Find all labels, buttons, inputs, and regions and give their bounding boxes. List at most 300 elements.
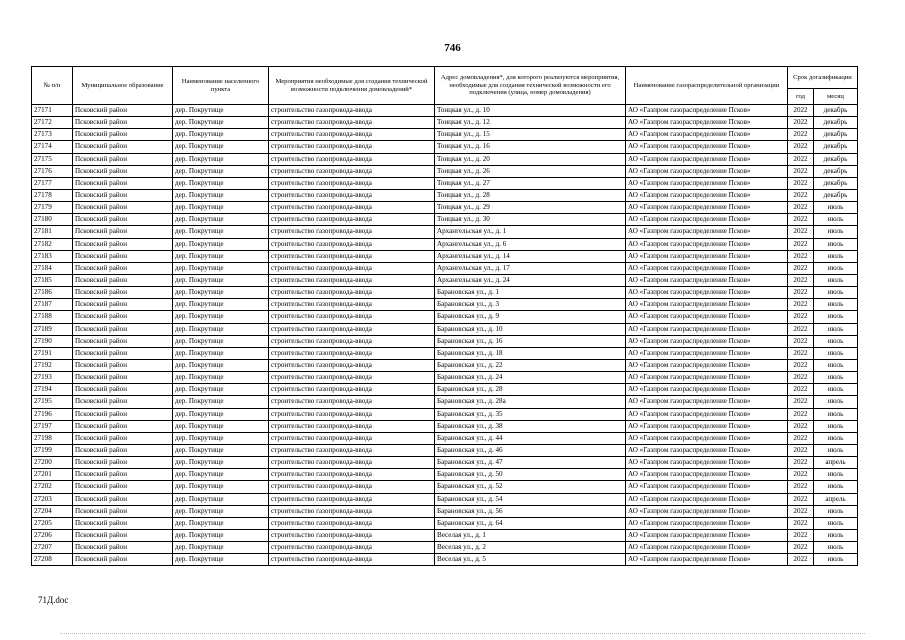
row-organization: АО «Газпром газораспределение Псков»	[626, 359, 788, 371]
row-address: Тоицкая ул., д. 10	[435, 105, 626, 117]
row-year: 2022	[788, 117, 814, 129]
header-month: месяц	[814, 89, 858, 105]
row-number: 27208	[32, 554, 73, 566]
row-measure: строительство газопровода-ввода	[269, 214, 435, 226]
row-year: 2022	[788, 372, 814, 384]
row-number: 27189	[32, 323, 73, 335]
row-number: 27181	[32, 226, 73, 238]
row-municipality: Псковский район	[73, 408, 173, 420]
row-municipality: Псковский район	[73, 347, 173, 359]
table-row	[32, 384, 858, 396]
table-row	[32, 177, 858, 189]
row-address: Архангельская ул., д. 6	[435, 238, 626, 250]
row-month: июль	[814, 250, 858, 262]
row-month: июль	[814, 299, 858, 311]
row-address: Барановская ул., д. 50	[435, 469, 626, 481]
row-municipality: Псковский район	[73, 189, 173, 201]
row-address: Барановская ул., д. 47	[435, 457, 626, 469]
row-organization: АО «Газпром газораспределение Псков»	[626, 542, 788, 554]
row-measure: строительство газопровода-ввода	[269, 250, 435, 262]
row-settlement: дер. Покрутище	[173, 457, 269, 469]
header-num: № п/п	[32, 67, 73, 105]
row-address: Барановская ул., д. 38	[435, 420, 626, 432]
row-month: июль	[814, 432, 858, 444]
row-municipality: Псковский район	[73, 311, 173, 323]
row-month: июль	[814, 396, 858, 408]
row-year: 2022	[788, 323, 814, 335]
row-year: 2022	[788, 432, 814, 444]
row-settlement: дер. Покрутище	[173, 274, 269, 286]
row-settlement: дер. Покрутище	[173, 226, 269, 238]
table-row	[32, 226, 858, 238]
row-settlement: дер. Покрутище	[173, 117, 269, 129]
row-settlement: дер. Покрутище	[173, 129, 269, 141]
row-measure: строительство газопровода-ввода	[269, 177, 435, 189]
row-number: 27202	[32, 481, 73, 493]
row-month: декабрь	[814, 189, 858, 201]
row-municipality: Псковский район	[73, 505, 173, 517]
row-municipality: Псковский район	[73, 238, 173, 250]
row-organization: АО «Газпром газораспределение Псков»	[626, 177, 788, 189]
table-row	[32, 117, 858, 129]
row-municipality: Псковский район	[73, 384, 173, 396]
row-address: Тоицкая ул., д. 16	[435, 141, 626, 153]
row-settlement: дер. Покрутище	[173, 444, 269, 456]
row-number: 27196	[32, 408, 73, 420]
row-municipality: Псковский район	[73, 165, 173, 177]
row-year: 2022	[788, 420, 814, 432]
row-municipality: Псковский район	[73, 481, 173, 493]
row-address: Барановская ул., д. 64	[435, 517, 626, 529]
row-address: Тоицкая ул., д. 27	[435, 177, 626, 189]
table-row	[32, 542, 858, 554]
row-month: декабрь	[814, 153, 858, 165]
row-month: июль	[814, 287, 858, 299]
row-settlement: дер. Покрутище	[173, 335, 269, 347]
row-month: июль	[814, 214, 858, 226]
row-settlement: дер. Покрутище	[173, 311, 269, 323]
row-settlement: дер. Покрутище	[173, 250, 269, 262]
row-year: 2022	[788, 335, 814, 347]
row-year: 2022	[788, 262, 814, 274]
row-organization: АО «Газпром газораспределение Псков»	[626, 396, 788, 408]
row-year: 2022	[788, 189, 814, 201]
table-row	[32, 529, 858, 541]
document-filename: 71Д.doc	[38, 595, 69, 605]
row-measure: строительство газопровода-ввода	[269, 202, 435, 214]
row-month: июль	[814, 335, 858, 347]
row-settlement: дер. Покрутище	[173, 262, 269, 274]
table-row	[32, 444, 858, 456]
row-address: Тоицкая ул., д. 28	[435, 189, 626, 201]
row-measure: строительство газопровода-ввода	[269, 105, 435, 117]
row-measure: строительство газопровода-ввода	[269, 493, 435, 505]
row-organization: АО «Газпром газораспределение Псков»	[626, 408, 788, 420]
row-number: 27184	[32, 262, 73, 274]
row-municipality: Псковский район	[73, 493, 173, 505]
row-organization: АО «Газпром газораспределение Псков»	[626, 420, 788, 432]
row-measure: строительство газопровода-ввода	[269, 542, 435, 554]
row-measure: строительство газопровода-ввода	[269, 505, 435, 517]
row-municipality: Псковский район	[73, 105, 173, 117]
row-number: 27187	[32, 299, 73, 311]
row-year: 2022	[788, 105, 814, 117]
row-measure: строительство газопровода-ввода	[269, 274, 435, 286]
row-address: Архангельская ул., д. 14	[435, 250, 626, 262]
row-organization: АО «Газпром газораспределение Псков»	[626, 141, 788, 153]
row-organization: АО «Газпром газораспределение Псков»	[626, 529, 788, 541]
row-organization: АО «Газпром газораспределение Псков»	[626, 299, 788, 311]
row-address: Тоицкая ул., д. 30	[435, 214, 626, 226]
row-address: Барановская ул., д. 44	[435, 432, 626, 444]
table-row	[32, 274, 858, 286]
row-measure: строительство газопровода-ввода	[269, 432, 435, 444]
row-organization: АО «Газпром газораспределение Псков»	[626, 189, 788, 201]
row-settlement: дер. Покрутище	[173, 517, 269, 529]
row-municipality: Псковский район	[73, 457, 173, 469]
row-year: 2022	[788, 457, 814, 469]
row-measure: строительство газопровода-ввода	[269, 323, 435, 335]
row-month: декабрь	[814, 141, 858, 153]
row-municipality: Псковский район	[73, 323, 173, 335]
row-number: 27194	[32, 384, 73, 396]
row-settlement: дер. Покрутище	[173, 189, 269, 201]
row-year: 2022	[788, 311, 814, 323]
row-month: июль	[814, 262, 858, 274]
table-row	[32, 359, 858, 371]
row-number: 27180	[32, 214, 73, 226]
row-settlement: дер. Покрутище	[173, 202, 269, 214]
table-row	[32, 153, 858, 165]
row-measure: строительство газопровода-ввода	[269, 517, 435, 529]
row-month: июль	[814, 444, 858, 456]
row-number: 27200	[32, 457, 73, 469]
row-number: 27195	[32, 396, 73, 408]
row-organization: АО «Газпром газораспределение Псков»	[626, 311, 788, 323]
row-settlement: дер. Покрутище	[173, 287, 269, 299]
row-municipality: Псковский район	[73, 141, 173, 153]
row-municipality: Псковский район	[73, 359, 173, 371]
row-measure: строительство газопровода-ввода	[269, 153, 435, 165]
row-number: 27185	[32, 274, 73, 286]
row-year: 2022	[788, 299, 814, 311]
row-address: Тоицкая ул., д. 12	[435, 117, 626, 129]
table-row	[32, 250, 858, 262]
row-municipality: Псковский район	[73, 177, 173, 189]
row-address: Барановская ул., д. 56	[435, 505, 626, 517]
row-year: 2022	[788, 469, 814, 481]
row-month: декабрь	[814, 129, 858, 141]
row-month: июль	[814, 323, 858, 335]
row-address: Барановская ул., д. 46	[435, 444, 626, 456]
table-row	[32, 141, 858, 153]
row-month: декабрь	[814, 105, 858, 117]
table-row	[32, 347, 858, 359]
table-row	[32, 408, 858, 420]
row-organization: АО «Газпром газораспределение Псков»	[626, 505, 788, 517]
row-measure: строительство газопровода-ввода	[269, 311, 435, 323]
row-year: 2022	[788, 153, 814, 165]
row-month: декабрь	[814, 117, 858, 129]
row-month: апрель	[814, 493, 858, 505]
row-settlement: дер. Покрутище	[173, 165, 269, 177]
table-row	[32, 457, 858, 469]
row-month: июль	[814, 226, 858, 238]
row-month: декабрь	[814, 165, 858, 177]
row-municipality: Псковский район	[73, 129, 173, 141]
row-month: июль	[814, 517, 858, 529]
row-organization: АО «Газпром газораспределение Псков»	[626, 347, 788, 359]
row-year: 2022	[788, 493, 814, 505]
row-address: Тоицкая ул., д. 29	[435, 202, 626, 214]
row-organization: АО «Газпром газораспределение Псков»	[626, 238, 788, 250]
row-municipality: Псковский район	[73, 372, 173, 384]
row-year: 2022	[788, 505, 814, 517]
row-address: Тоицкая ул., д. 20	[435, 153, 626, 165]
table-row	[32, 505, 858, 517]
row-month: июль	[814, 408, 858, 420]
row-measure: строительство газопровода-ввода	[269, 444, 435, 456]
row-number: 27182	[32, 238, 73, 250]
header-measures: Мероприятия необходимые для создания технической возможности подключения домовладений*	[269, 67, 435, 105]
row-number: 27207	[32, 542, 73, 554]
row-municipality: Псковский район	[73, 432, 173, 444]
row-measure: строительство газопровода-ввода	[269, 408, 435, 420]
row-organization: АО «Газпром газораспределение Псков»	[626, 323, 788, 335]
row-month: декабрь	[814, 177, 858, 189]
table-row	[32, 214, 858, 226]
scan-edge-line	[60, 633, 865, 634]
row-settlement: дер. Покрутище	[173, 469, 269, 481]
table-row	[32, 165, 858, 177]
table-row	[32, 554, 858, 566]
row-municipality: Псковский район	[73, 529, 173, 541]
row-year: 2022	[788, 274, 814, 286]
row-measure: строительство газопровода-ввода	[269, 372, 435, 384]
row-number: 27204	[32, 505, 73, 517]
row-measure: строительство газопровода-ввода	[269, 469, 435, 481]
row-address: Барановская ул., д. 16	[435, 335, 626, 347]
row-month: июль	[814, 542, 858, 554]
row-settlement: дер. Покрутище	[173, 481, 269, 493]
table-row	[32, 238, 858, 250]
table-row	[32, 335, 858, 347]
row-number: 27199	[32, 444, 73, 456]
row-month: апрель	[814, 457, 858, 469]
row-municipality: Псковский район	[73, 287, 173, 299]
page-number: 746	[444, 42, 461, 54]
row-month: июль	[814, 384, 858, 396]
row-settlement: дер. Покрутище	[173, 323, 269, 335]
row-month: июль	[814, 420, 858, 432]
row-year: 2022	[788, 287, 814, 299]
row-address: Барановская ул., д. 28а	[435, 396, 626, 408]
row-number: 27192	[32, 359, 73, 371]
header-address: Адрес домовладения*, для которого реализуются мероприятия, необходимые для создания технической возможности его подключения (улица, номер домовладения)	[435, 67, 626, 105]
row-organization: АО «Газпром газораспределение Псков»	[626, 554, 788, 566]
row-month: июль	[814, 469, 858, 481]
row-measure: строительство газопровода-ввода	[269, 347, 435, 359]
row-number: 27203	[32, 493, 73, 505]
row-number: 27193	[32, 372, 73, 384]
table-row	[32, 493, 858, 505]
row-organization: АО «Газпром газораспределение Псков»	[626, 335, 788, 347]
row-measure: строительство газопровода-ввода	[269, 457, 435, 469]
row-measure: строительство газопровода-ввода	[269, 420, 435, 432]
row-month: июль	[814, 274, 858, 286]
row-address: Тоицкая ул., д. 26	[435, 165, 626, 177]
row-organization: АО «Газпром газораспределение Псков»	[626, 214, 788, 226]
row-month: июль	[814, 347, 858, 359]
row-number: 27198	[32, 432, 73, 444]
row-municipality: Псковский район	[73, 299, 173, 311]
row-year: 2022	[788, 359, 814, 371]
row-settlement: дер. Покрутище	[173, 396, 269, 408]
row-address: Веселая ул., д. 1	[435, 529, 626, 541]
row-address: Барановская ул., д. 35	[435, 408, 626, 420]
row-organization: АО «Газпром газораспределение Псков»	[626, 202, 788, 214]
row-settlement: дер. Покрутище	[173, 408, 269, 420]
header-year: год	[788, 89, 814, 105]
row-number: 27179	[32, 202, 73, 214]
table-row	[32, 372, 858, 384]
row-municipality: Псковский район	[73, 420, 173, 432]
row-number: 27206	[32, 529, 73, 541]
row-measure: строительство газопровода-ввода	[269, 141, 435, 153]
row-measure: строительство газопровода-ввода	[269, 396, 435, 408]
header-organization: Наименование газораспределительной организации	[626, 67, 788, 105]
row-measure: строительство газопровода-ввода	[269, 287, 435, 299]
row-settlement: дер. Покрутище	[173, 214, 269, 226]
row-address: Барановская ул., д. 3	[435, 299, 626, 311]
row-year: 2022	[788, 129, 814, 141]
row-year: 2022	[788, 384, 814, 396]
row-settlement: дер. Покрутище	[173, 153, 269, 165]
row-municipality: Псковский район	[73, 469, 173, 481]
table-row	[32, 481, 858, 493]
row-settlement: дер. Покрутище	[173, 299, 269, 311]
row-number: 27205	[32, 517, 73, 529]
row-settlement: дер. Покрутище	[173, 529, 269, 541]
row-month: июль	[814, 529, 858, 541]
row-number: 27174	[32, 141, 73, 153]
row-month: июль	[814, 202, 858, 214]
row-municipality: Псковский район	[73, 542, 173, 554]
row-number: 27186	[32, 287, 73, 299]
row-settlement: дер. Покрутище	[173, 238, 269, 250]
row-organization: АО «Газпром газораспределение Псков»	[626, 493, 788, 505]
row-organization: АО «Газпром газораспределение Псков»	[626, 287, 788, 299]
row-organization: АО «Газпром газораспределение Псков»	[626, 372, 788, 384]
row-organization: АО «Газпром газораспределение Псков»	[626, 105, 788, 117]
row-year: 2022	[788, 444, 814, 456]
row-address: Архангельская ул., д. 17	[435, 262, 626, 274]
row-organization: АО «Газпром газораспределение Псков»	[626, 153, 788, 165]
row-organization: АО «Газпром газораспределение Псков»	[626, 384, 788, 396]
header-settlement: Наименование населенного пункта	[173, 67, 269, 105]
row-address: Барановская ул., д. 28	[435, 384, 626, 396]
row-year: 2022	[788, 165, 814, 177]
row-number: 27178	[32, 189, 73, 201]
row-measure: строительство газопровода-ввода	[269, 238, 435, 250]
row-year: 2022	[788, 517, 814, 529]
row-month: июль	[814, 359, 858, 371]
row-month: июль	[814, 481, 858, 493]
row-organization: АО «Газпром газораспределение Псков»	[626, 481, 788, 493]
row-organization: АО «Газпром газораспределение Псков»	[626, 432, 788, 444]
row-number: 27191	[32, 347, 73, 359]
row-year: 2022	[788, 396, 814, 408]
row-organization: АО «Газпром газораспределение Псков»	[626, 117, 788, 129]
row-year: 2022	[788, 542, 814, 554]
row-year: 2022	[788, 177, 814, 189]
row-measure: строительство газопровода-ввода	[269, 384, 435, 396]
row-municipality: Псковский район	[73, 262, 173, 274]
table-row	[32, 396, 858, 408]
row-number: 27183	[32, 250, 73, 262]
row-organization: АО «Газпром газораспределение Псков»	[626, 250, 788, 262]
row-number: 27171	[32, 105, 73, 117]
table-row	[32, 129, 858, 141]
table-row	[32, 311, 858, 323]
row-settlement: дер. Покрутище	[173, 493, 269, 505]
row-settlement: дер. Покрутище	[173, 372, 269, 384]
row-municipality: Псковский район	[73, 517, 173, 529]
table-row	[32, 189, 858, 201]
row-address: Барановская ул., д. 1	[435, 287, 626, 299]
row-measure: строительство газопровода-ввода	[269, 299, 435, 311]
row-settlement: дер. Покрутище	[173, 554, 269, 566]
row-address: Барановская ул., д. 54	[435, 493, 626, 505]
row-settlement: дер. Покрутище	[173, 359, 269, 371]
row-number: 27190	[32, 335, 73, 347]
row-settlement: дер. Покрутище	[173, 141, 269, 153]
row-address: Барановская ул., д. 18	[435, 347, 626, 359]
row-measure: строительство газопровода-ввода	[269, 359, 435, 371]
row-settlement: дер. Покрутище	[173, 105, 269, 117]
row-number: 27172	[32, 117, 73, 129]
row-month: июль	[814, 311, 858, 323]
row-organization: АО «Газпром газораспределение Псков»	[626, 129, 788, 141]
table-body	[32, 105, 858, 566]
row-municipality: Псковский район	[73, 250, 173, 262]
row-year: 2022	[788, 238, 814, 250]
row-measure: строительство газопровода-ввода	[269, 335, 435, 347]
header-municipality: Муниципальное образование	[73, 67, 173, 105]
row-municipality: Псковский район	[73, 444, 173, 456]
header-deadline: Срок догазификации	[788, 67, 858, 89]
row-settlement: дер. Покрутище	[173, 505, 269, 517]
row-municipality: Псковский район	[73, 226, 173, 238]
row-measure: строительство газопровода-ввода	[269, 165, 435, 177]
row-address: Барановская ул., д. 22	[435, 359, 626, 371]
row-measure: строительство газопровода-ввода	[269, 262, 435, 274]
row-organization: АО «Газпром газораспределение Псков»	[626, 457, 788, 469]
row-number: 27177	[32, 177, 73, 189]
row-settlement: дер. Покрутище	[173, 177, 269, 189]
row-month: июль	[814, 238, 858, 250]
table-row	[32, 469, 858, 481]
row-municipality: Псковский район	[73, 396, 173, 408]
row-address: Архангельская ул., д. 24	[435, 274, 626, 286]
row-settlement: дер. Покрутище	[173, 420, 269, 432]
row-address: Барановская ул., д. 10	[435, 323, 626, 335]
row-address: Барановская ул., д. 52	[435, 481, 626, 493]
row-organization: АО «Газпром газораспределение Псков»	[626, 274, 788, 286]
row-settlement: дер. Покрутище	[173, 542, 269, 554]
row-month: июль	[814, 505, 858, 517]
row-measure: строительство газопровода-ввода	[269, 129, 435, 141]
